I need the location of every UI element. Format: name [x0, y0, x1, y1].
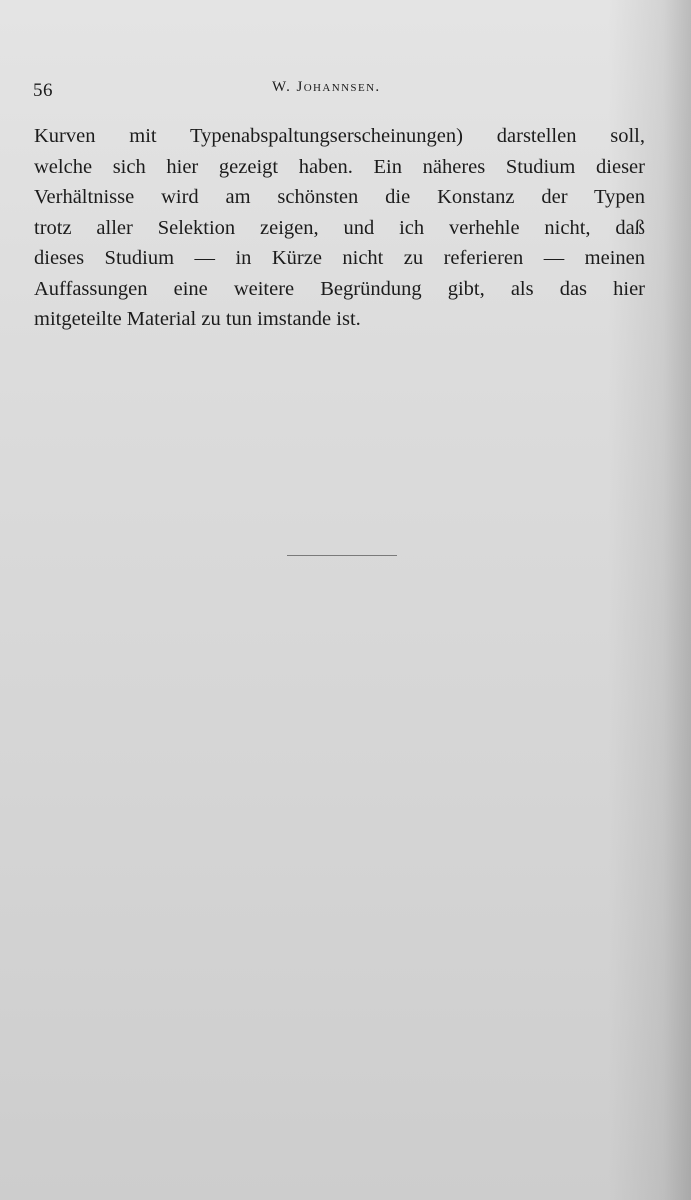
text-line: welche sich hier gezeigt haben. Ein näheres Studium dieser [34, 155, 645, 178]
running-head: W. Johannsen. [272, 79, 381, 95]
text-line: dieses Studium — in Kürze nicht zu referieren — meinen [34, 247, 645, 269]
text-line: Kurven mit Typenabspaltungserscheinungen) darstellen soll, [34, 125, 645, 147]
body-paragraph [34, 121, 645, 335]
text-line: mitgeteilte Material zu tun imstande ist. [34, 308, 361, 330]
text-line: trotz aller Selektion zeigen, und ich verhehle nicht, daß [34, 216, 645, 239]
page-number: 56 [33, 80, 53, 101]
section-end-rule [287, 555, 397, 556]
text-line: Verhältnisse wird am schönsten die Konstanz der Typen [34, 186, 645, 208]
text-line: Auffassungen eine weitere Begründung gibt, als das hier [34, 277, 645, 300]
